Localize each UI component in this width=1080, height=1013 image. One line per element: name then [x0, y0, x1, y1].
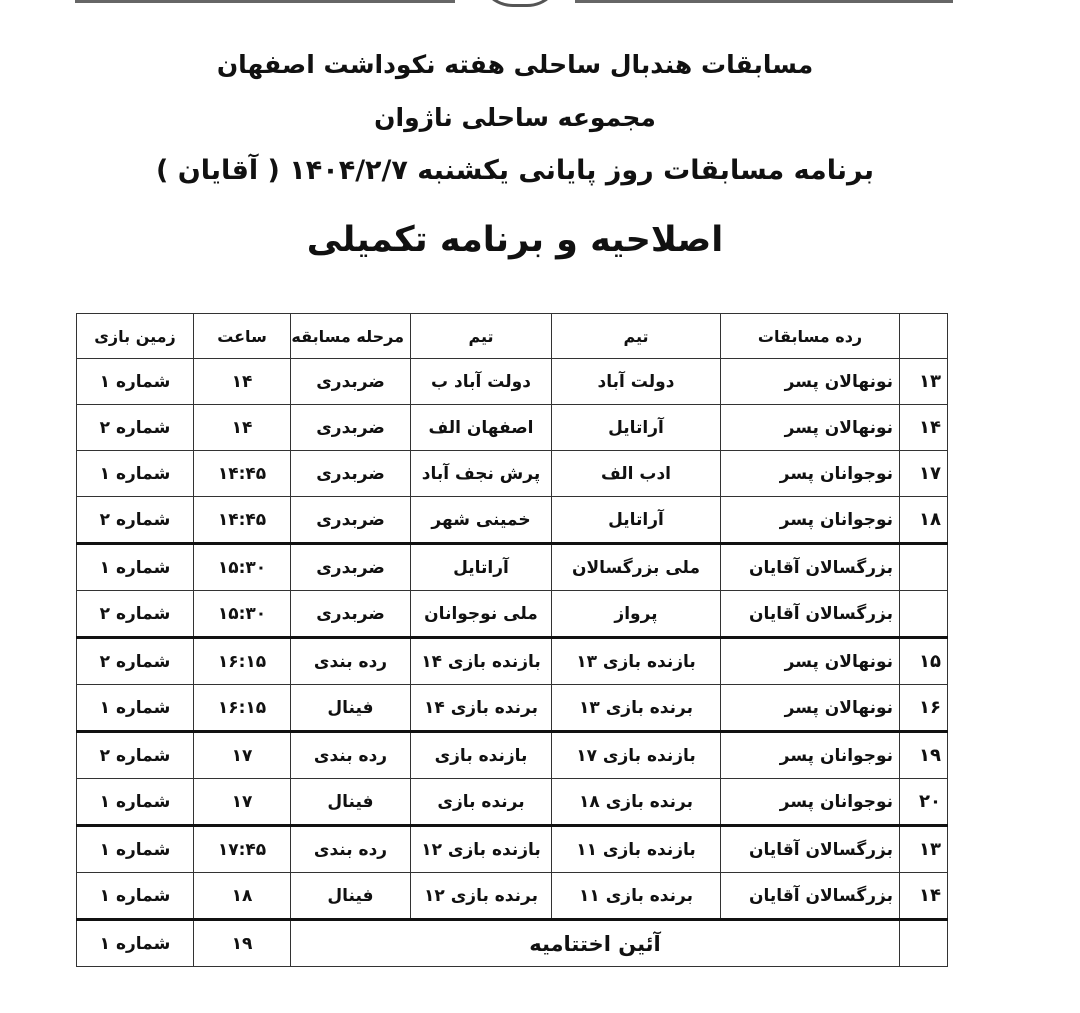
row-team2: اصفهان الف — [411, 405, 552, 451]
table-row — [77, 405, 948, 451]
row-time: ۱۸ — [194, 873, 291, 920]
emblem-seal — [478, 0, 562, 7]
row-time: ۱۷ — [194, 779, 291, 826]
row-category: نوجوانان پسر — [721, 732, 900, 779]
row-category: بزرگسالان آقایان — [721, 544, 900, 591]
row-team1: برنده بازی ۱۸ — [552, 779, 721, 826]
row-number: ۱۴ — [900, 405, 948, 451]
row-category: نونهالان پسر — [721, 359, 900, 405]
row-category: بزرگسالان آقایان — [721, 873, 900, 920]
row-number — [900, 544, 948, 591]
table-row — [77, 451, 948, 497]
row-number: ۱۹ — [900, 732, 948, 779]
row-category: نونهالان پسر — [721, 685, 900, 732]
row-stage: رده بندی — [291, 732, 411, 779]
title-competition: مسابقات هندبال ساحلی هفته نکوداشت اصفهان — [216, 50, 814, 79]
row-team1: بازنده بازی ۱۷ — [552, 732, 721, 779]
row-stage: رده بندی — [291, 826, 411, 873]
row-time: ۱۴ — [194, 359, 291, 405]
row-team2: بازنده بازی — [411, 732, 552, 779]
row-time: ۱۵:۳۰ — [194, 544, 291, 591]
row-stage: فینال — [291, 779, 411, 826]
row-category: نوجوانان پسر — [721, 497, 900, 544]
title-venue: مجموعه ساحلی ناژوان — [374, 103, 656, 132]
row-number: ۲۰ — [900, 779, 948, 826]
row-field: شماره ۲ — [77, 405, 194, 451]
row-category: نوجوانان پسر — [721, 451, 900, 497]
table-row — [77, 544, 948, 591]
header-field: زمین بازی — [77, 314, 194, 359]
row-stage: ضربدری — [291, 544, 411, 591]
row-number: ۱۸ — [900, 497, 948, 544]
table-row — [77, 497, 948, 544]
closing-ceremony: آئین اختتامیه — [291, 920, 900, 967]
row-number: ۱۳ — [900, 826, 948, 873]
row-field: شماره ۱ — [77, 685, 194, 732]
row-field: شماره ۱ — [77, 359, 194, 405]
header-team1: تیم — [552, 314, 721, 359]
row-stage: ضربدری — [291, 451, 411, 497]
schedule-table — [76, 313, 948, 967]
top-border-right — [575, 0, 953, 3]
row-team1: دولت آباد — [552, 359, 721, 405]
row-team2: بازنده بازی ۱۲ — [411, 826, 552, 873]
table-row — [77, 732, 948, 779]
row-number: ۱۵ — [900, 638, 948, 685]
row-time: ۱۴ — [194, 405, 291, 451]
row-number: ۱۴ — [900, 873, 948, 920]
row-field: شماره ۱ — [77, 544, 194, 591]
row-field: شماره ۲ — [77, 638, 194, 685]
row-team2: ملی نوجوانان — [411, 591, 552, 638]
header-stage: مرحله مسابقه — [291, 314, 411, 359]
row-field: شماره ۱ — [77, 826, 194, 873]
row-category: بزرگسالان آقایان — [721, 826, 900, 873]
row-team1: بازنده بازی ۱۱ — [552, 826, 721, 873]
table-row — [77, 826, 948, 873]
table-row — [77, 359, 948, 405]
top-border-left — [75, 0, 455, 3]
title-amendment: اصلاحیه و برنامه تکمیلی — [306, 220, 724, 260]
table-row — [77, 685, 948, 732]
row-category: نونهالان پسر — [721, 638, 900, 685]
row-category: بزرگسالان آقایان — [721, 591, 900, 638]
row-stage: رده بندی — [291, 638, 411, 685]
row-field: شماره ۱ — [77, 451, 194, 497]
row-time: ۱۵:۳۰ — [194, 591, 291, 638]
row-team2: برنده بازی ۱۴ — [411, 685, 552, 732]
row-field: شماره ۲ — [77, 497, 194, 544]
row-time: ۱۴:۴۵ — [194, 451, 291, 497]
row-field: شماره ۲ — [77, 732, 194, 779]
closing-number — [900, 920, 948, 967]
row-time: ۱۶:۱۵ — [194, 685, 291, 732]
row-team2: آراتایل — [411, 544, 552, 591]
row-field: شماره ۱ — [77, 873, 194, 920]
row-category: نوجوانان پسر — [721, 779, 900, 826]
row-stage: ضربدری — [291, 405, 411, 451]
row-number: ۱۳ — [900, 359, 948, 405]
table-row — [77, 638, 948, 685]
closing-field: شماره ۱ — [77, 920, 194, 967]
row-team1: آراتایل — [552, 497, 721, 544]
row-stage: فینال — [291, 685, 411, 732]
row-stage: فینال — [291, 873, 411, 920]
row-stage: ضربدری — [291, 359, 411, 405]
row-team1: برنده بازی ۱۱ — [552, 873, 721, 920]
table-row — [77, 873, 948, 920]
header-num — [900, 314, 948, 359]
header-category: رده مسابقات — [721, 314, 900, 359]
row-team2: دولت آباد ب — [411, 359, 552, 405]
row-field: شماره ۱ — [77, 779, 194, 826]
table-row — [77, 779, 948, 826]
row-field: شماره ۲ — [77, 591, 194, 638]
row-time: ۱۷ — [194, 732, 291, 779]
row-team2: برنده بازی ۱۲ — [411, 873, 552, 920]
header-row — [77, 314, 948, 359]
row-team2: پرش نجف آباد — [411, 451, 552, 497]
row-team2: خمینی شهر — [411, 497, 552, 544]
title-schedule: برنامه مسابقات روز پایانی یکشنبه ۱۴۰۴/۲/۷ ( آقایان ) — [156, 155, 874, 186]
header-team2: تیم — [411, 314, 552, 359]
row-team1: پرواز — [552, 591, 721, 638]
row-time: ۱۴:۴۵ — [194, 497, 291, 544]
header-time: ساعت — [194, 314, 291, 359]
row-category: نونهالان پسر — [721, 405, 900, 451]
row-team1: ملی بزرگسالان — [552, 544, 721, 591]
row-stage: ضربدری — [291, 497, 411, 544]
row-time: ۱۶:۱۵ — [194, 638, 291, 685]
row-team1: آراتایل — [552, 405, 721, 451]
row-number: ۱۷ — [900, 451, 948, 497]
row-stage: ضربدری — [291, 591, 411, 638]
row-number — [900, 591, 948, 638]
row-time: ۱۷:۴۵ — [194, 826, 291, 873]
row-team2: برنده بازی — [411, 779, 552, 826]
closing-row — [77, 920, 948, 967]
row-team1: ادب الف — [552, 451, 721, 497]
table-row — [77, 591, 948, 638]
row-number: ۱۶ — [900, 685, 948, 732]
closing-time: ۱۹ — [194, 920, 291, 967]
row-team2: بازنده بازی ۱۴ — [411, 638, 552, 685]
row-team1: برنده بازی ۱۳ — [552, 685, 721, 732]
row-team1: بازنده بازی ۱۳ — [552, 638, 721, 685]
